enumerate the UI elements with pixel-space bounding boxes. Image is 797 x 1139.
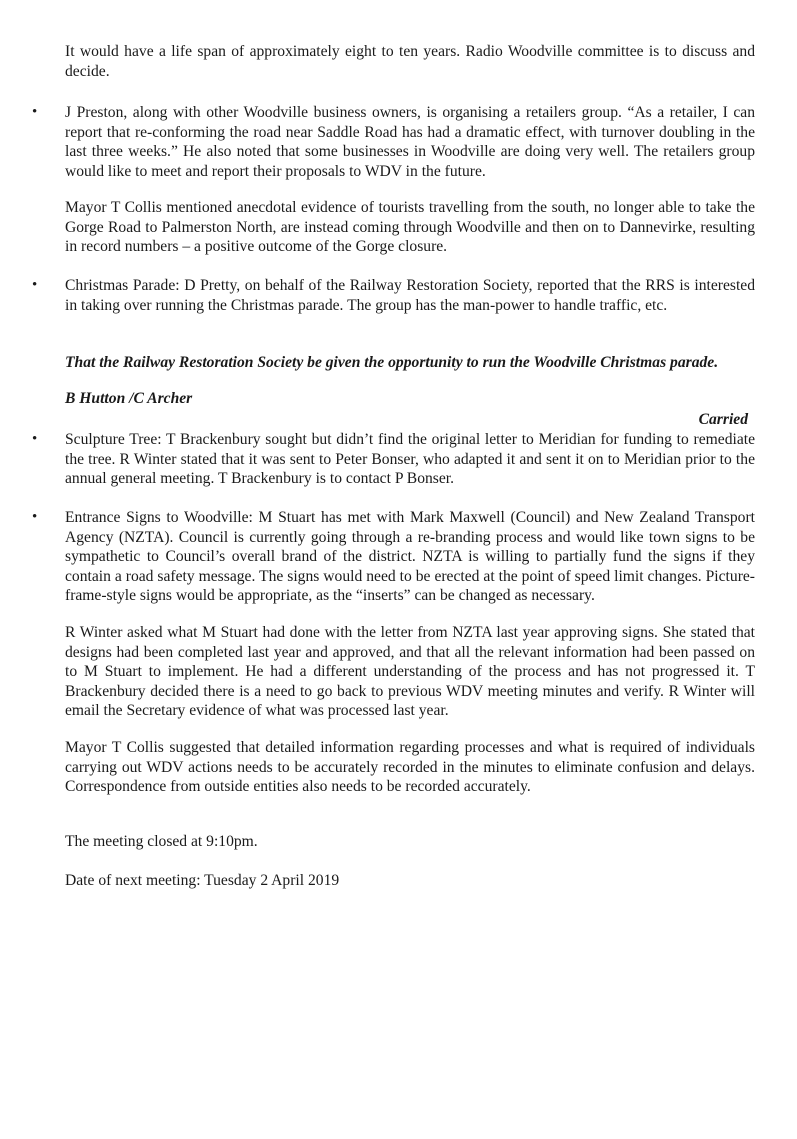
paragraph-christmas-parade: Christmas Parade: D Pretty, on behalf of the Railway Restoration Society, reported that the RRS is interested in taking over running the Christmas parade. The group has the man-power to handle traffic, etc. [65,277,755,314]
bullet-marker: • [32,104,38,120]
bullet-marker: • [32,509,38,525]
paragraph-entrance-signs: Entrance Signs to Woodville: M Stuart has met with Mark Maxwell (Council) and New Zealand Transport Agency (NZTA). Council is currently going through a re-branding process and would like town signs to be sympathetic to Council’s overall brand of the district. NZTA is willing to partially fund the signs if they contain a road safety message. The signs would need to be erected at the point of speed limit changes. Picture-frame-style signs would be appropriate, as the “inserts” can be changed as necessary. [65,509,755,604]
paragraph-sculpture-tree: Sculpture Tree: T Brackenbury sought but didn’t find the original letter to Meridian for funding to remediate the tree. R Winter stated that it was sent to Peter Bonser, who adapted it and sent it on to Meridian prior to the annual general meeting. T Brackenbury is to contact P Bonser. [65,431,755,487]
motion-movers: B Hutton /C Archer [65,390,193,407]
bullet-marker: • [32,431,38,447]
paragraph-mayor-tourists: Mayor T Collis mentioned anecdotal evidence of tourists travelling from the south, no longer able to take the Gorge Road to Palmerston North, are instead coming through Woodville and then on to Dannevirke, resulting in record numbers – a positive outcome of the Gorge closure. [65,199,755,255]
paragraph-winter-letter: R Winter asked what M Stuart had done with the letter from NZTA last year approving signs. She stated that designs had been completed last year and approved, and that all the relevant information had been passed on to M Stuart to implement. He had a different understanding of the process and has not progressed it. T Brackenbury decided there is a need to go back to previous WDV meeting minutes and verify. R Winter will email the Secretary evidence of what was processed last year. [65,624,755,719]
meeting-closed: The meeting closed at 9:10pm. [65,833,258,850]
paragraph-retailers-group: J Preston, along with other Woodville business owners, is organising a retailers group. “As a retailer, I can report that re-conforming the road near Saddle Road has had a dramatic effect, with turnover doubling in the last three weeks.” He also noted that some businesses in Woodville are doing very well. The retailers group would like to meet and report their proposals to WDV in the future. [65,104,755,180]
paragraph-lifespan: It would have a life span of approximately eight to ten years. Radio Woodville committee is to discuss and decide. [65,43,755,80]
bullet-marker: • [32,277,38,293]
paragraph-mayor-processes: Mayor T Collis suggested that detailed information regarding processes and what is required of individuals carrying out WDV actions needs to be accurately recorded in the minutes to eliminate confusion and delays. Correspondence from outside entities also needs to be recorded accurately. [65,739,755,795]
motion-carried: Carried [698,411,748,428]
resolution-motion: That the Railway Restoration Society be given the opportunity to run the Woodville Christmas parade. [65,354,719,371]
next-meeting-date: Date of next meeting: Tuesday 2 April 2019 [65,872,340,889]
